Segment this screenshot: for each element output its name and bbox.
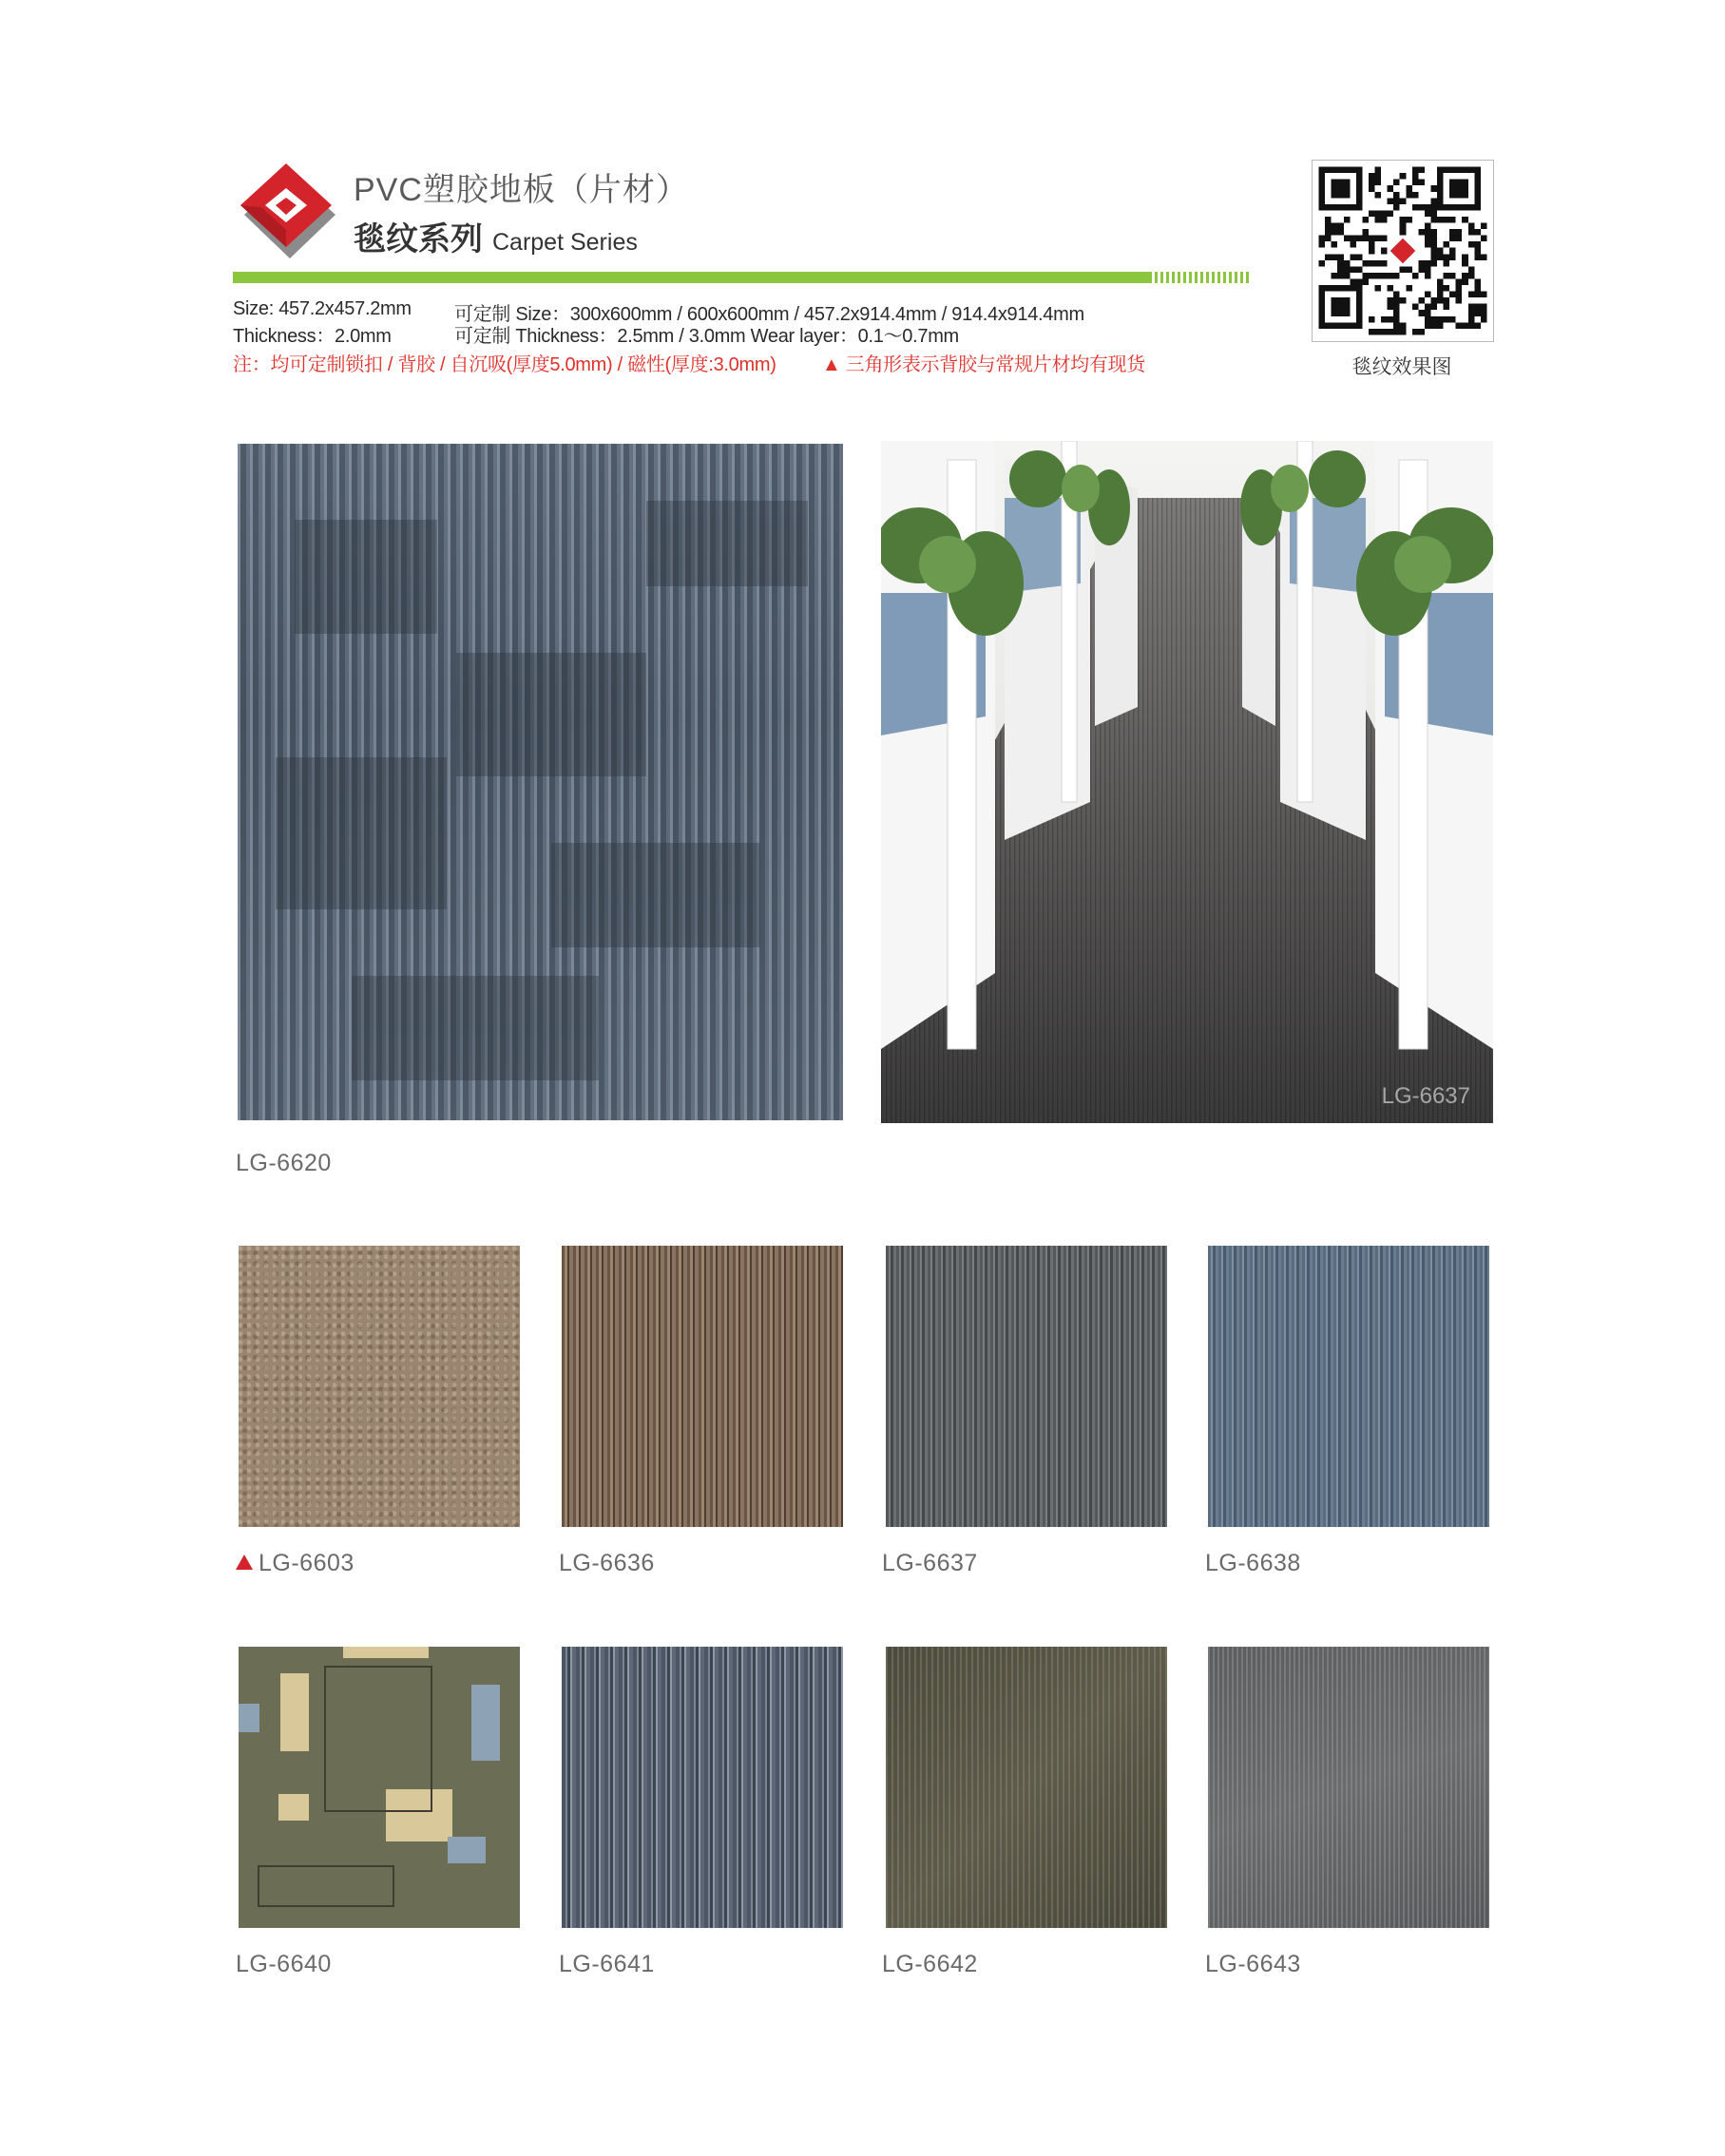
- pattern-outline: [324, 1666, 432, 1812]
- tile-swatch-lg-6643[interactable]: [1208, 1647, 1489, 1928]
- spec-thickness: Thickness：2.0mm: [233, 326, 392, 347]
- pattern-block: [278, 1794, 309, 1821]
- brand-logo-icon: [233, 160, 339, 260]
- product-label-lg-6636: LG-6636: [559, 1550, 655, 1576]
- product-label-lg-6637: LG-6637: [882, 1550, 978, 1576]
- series-title-en: Carpet Series: [492, 229, 638, 256]
- pattern-block: [471, 1685, 500, 1761]
- spec-custom-size: 可定制 Size：300x600mm / 600x600mm / 457.2x914.4mm / 914.4x914.4mm: [454, 304, 1084, 325]
- tile-swatch-lg-6636[interactable]: [562, 1246, 843, 1527]
- spec-size: Size: 457.2x457.2mm: [233, 298, 412, 319]
- product-label-lg-6641: LG-6641: [559, 1951, 655, 1977]
- in-stock-triangle-icon: [236, 1555, 253, 1570]
- pattern-block: [551, 843, 760, 947]
- product-label-lg-6603: [236, 1550, 355, 1577]
- tile-swatch-lg-6641[interactable]: [562, 1647, 843, 1928]
- spec-custom-thickness: 可定制 Thickness：2.5mm / 3.0mm Wear layer：0.1～0.7mm: [454, 326, 959, 347]
- tile-swatch-lg-6640[interactable]: [239, 1647, 520, 1928]
- featured-tile-swatch[interactable]: [238, 444, 843, 1120]
- room-scene-label: LG-6637: [1381, 1083, 1470, 1109]
- pattern-block: [448, 1837, 486, 1863]
- series-title-cn: 毯纹系列: [354, 221, 483, 258]
- pattern-block: [276, 757, 447, 909]
- tile-swatch-lg-6603[interactable]: [239, 1246, 520, 1527]
- tile-swatch-lg-6637[interactable]: [886, 1246, 1167, 1527]
- product-label-lg-6638: LG-6638: [1205, 1550, 1301, 1576]
- pattern-block: [295, 520, 437, 634]
- room-scene-image[interactable]: [881, 441, 1493, 1123]
- page-title: PVC塑胶地板（片材）: [354, 172, 689, 208]
- product-code: LG-6603: [259, 1550, 355, 1576]
- tile-swatch-lg-6638[interactable]: [1208, 1246, 1489, 1527]
- pattern-block: [646, 501, 808, 586]
- stock-note: ▲ 三角形表示背胶与常规片材均有现货: [822, 354, 1145, 375]
- product-label-lg-6643: LG-6643: [1205, 1951, 1301, 1977]
- series-title: [354, 213, 638, 259]
- header-divider: [233, 272, 1149, 283]
- pattern-block: [239, 1704, 259, 1732]
- featured-tile-label: LG-6620: [236, 1150, 332, 1176]
- pattern-block: [352, 976, 599, 1080]
- header-divider-stripes: [1149, 272, 1252, 283]
- qr-code-icon[interactable]: [1312, 160, 1494, 342]
- pattern-block: [343, 1647, 429, 1658]
- pattern-block: [280, 1673, 309, 1751]
- product-label-lg-6640: LG-6640: [236, 1951, 332, 1977]
- tile-swatch-lg-6642[interactable]: [886, 1647, 1167, 1928]
- product-label-lg-6642: LG-6642: [882, 1951, 978, 1977]
- pattern-block: [456, 653, 646, 776]
- qr-caption: 毯纹效果图: [1351, 356, 1452, 378]
- pattern-outline: [258, 1865, 394, 1907]
- customization-note: 注：均可定制锁扣 / 背胶 / 自沉吸(厚度5.0mm) / 磁性(厚度:3.0mm): [233, 354, 776, 375]
